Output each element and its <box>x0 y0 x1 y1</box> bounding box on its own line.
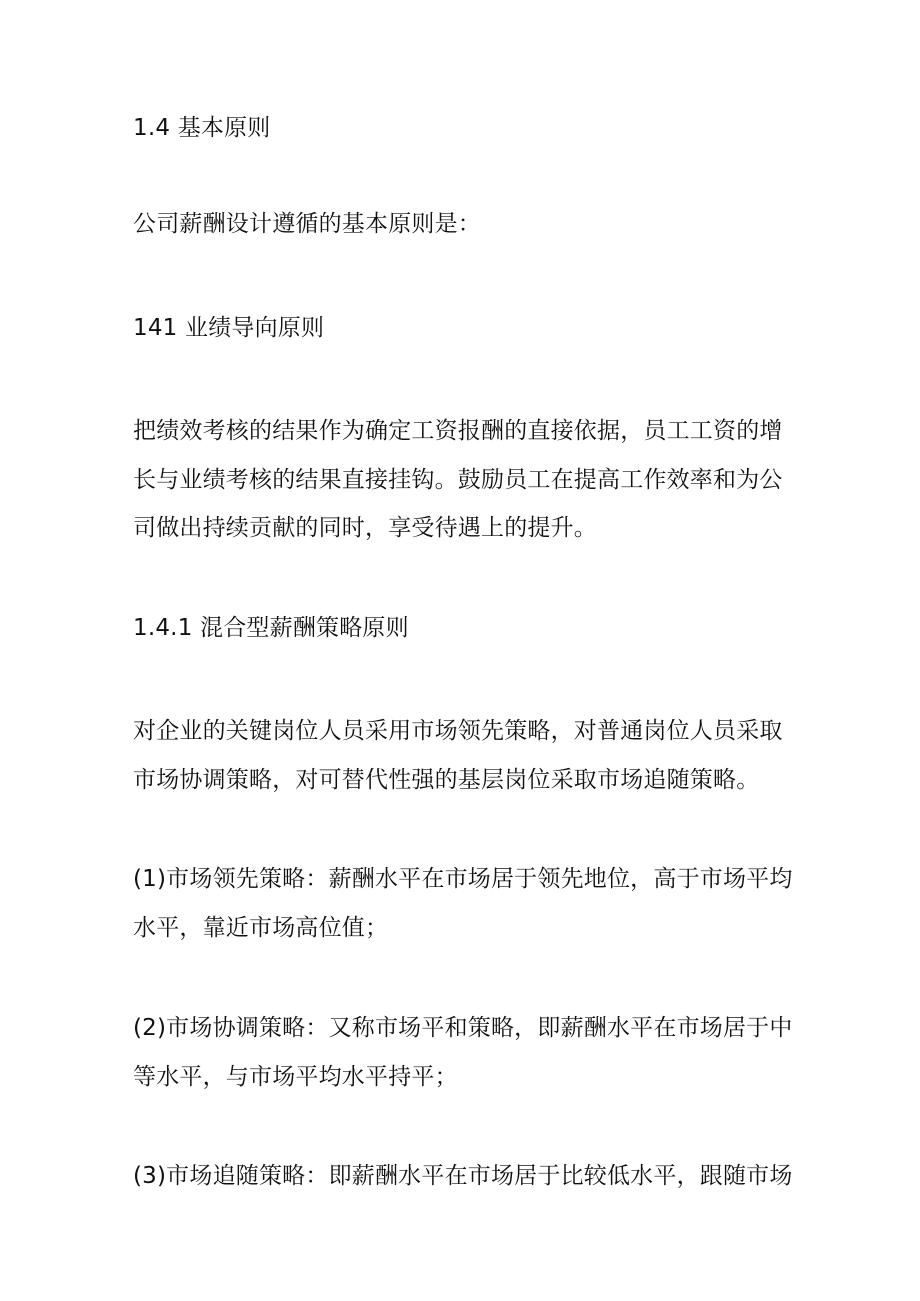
list-item-3-line-1: (3)市场追随策略：即薪酬水平在市场居于比较低水平，跟随市场 <box>133 1163 793 1189</box>
paragraph-mixed-strategy-line-1: 对企业的关键岗位人员采用市场领先策略，对普通岗位人员采取 <box>133 718 783 744</box>
paragraph-intro: 公司薪酬设计遵循的基本原则是： <box>133 211 481 237</box>
list-item-2-line-2: 等水平，与市场平均水平持平； <box>133 1064 458 1090</box>
paragraph-mixed-strategy-line-2: 市场协调策略，对可替代性强的基层岗位采取市场追随策略。 <box>133 767 760 793</box>
list-item-1-line-2: 水平，靠近市场高位值； <box>133 915 389 941</box>
paragraph-performance-line-2: 长与业绩考核的结果直接挂钩。鼓励员工在提高工作效率和为公 <box>133 467 783 493</box>
paragraph-performance-line-3: 司做出持续贡献的同时，享受待遇上的提升。 <box>133 515 597 541</box>
subsection-heading-141: 141 业绩导向原则 <box>133 315 325 341</box>
subsection-heading-1-4-1: 1.4.1 混合型薪酬策略原则 <box>133 615 409 641</box>
list-item-1-line-1: (1)市场领先策略：薪酬水平在市场居于领先地位，高于市场平均 <box>133 866 793 892</box>
list-item-2-line-1: (2)市场协调策略：又称市场平和策略，即薪酬水平在市场居于中 <box>133 1015 793 1041</box>
section-heading-1-4: 1.4 基本原则 <box>133 115 271 141</box>
paragraph-performance-line-1: 把绩效考核的结果作为确定工资报酬的直接依据，员工工资的增 <box>133 418 783 444</box>
